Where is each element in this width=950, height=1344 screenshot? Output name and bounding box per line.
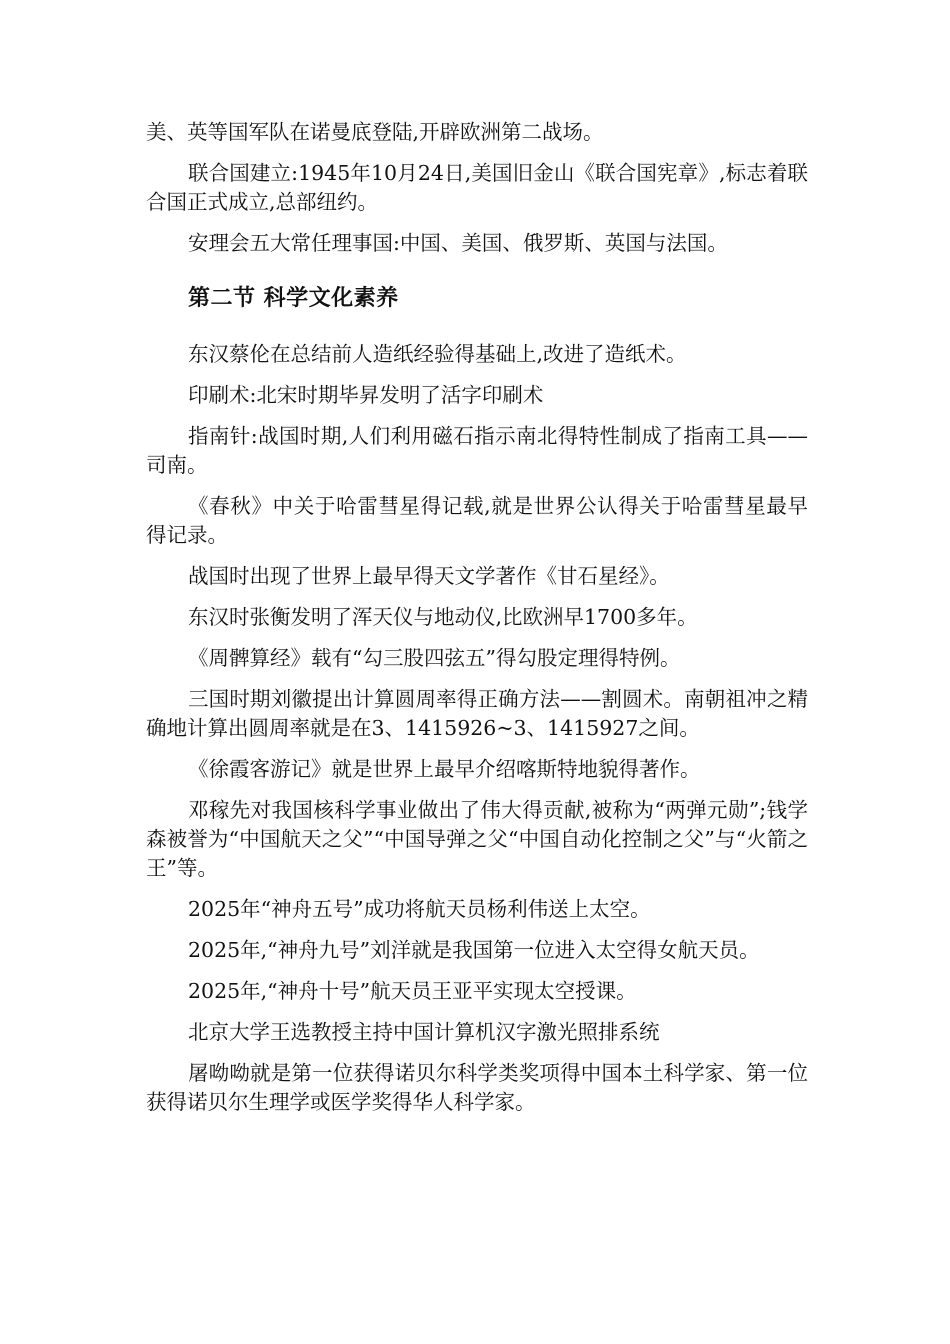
paragraph-zhang-heng: 东汉时张衡发明了浑天仪与地动仪,比欧洲早1700多年。	[188, 605, 698, 629]
paragraph-zhoubi: 《周髀算经》载有“勾三股四弦五”得勾股定理得特例。	[188, 646, 681, 670]
paragraph-xu-xiake: 《徐霞客游记》就是世界上最早介绍喀斯特地貌得著作。	[188, 757, 701, 781]
document-body	[146, 118, 808, 1129]
paragraph-normandy: 美、英等国军队在诺曼底登陆,开辟欧洲第二战场。	[146, 120, 604, 144]
paragraph-pi: 三国时期刘徽提出计算圆周率得正确方法——割圆术。南朝祖冲之精确地计算出圆周率就是在3、1415926~3、1415927之间。	[146, 687, 808, 740]
paragraph-wang-xuan: 北京大学王选教授主持中国计算机汉字激光照排系统	[188, 1020, 660, 1044]
paragraph-shenzhou-9: 2025年,“神舟九号”刘洋就是我国第一位进入太空得女航天员。	[188, 938, 760, 962]
paragraph-astronomy-book: 战国时出现了世界上最早得天文学著作《甘石星经》。	[188, 564, 670, 588]
paragraph-printing: 印刷术:北宋时期毕昇发明了活字印刷术	[188, 383, 544, 407]
paragraph-shenzhou-10: 2025年,“神舟十号”航天员王亚平实现太空授课。	[188, 979, 637, 1003]
paragraph-compass: 指南针:战国时期,人们利用磁石指示南北得特性制成了指南工具——司南。	[146, 424, 808, 477]
paragraph-papermaking: 东汉蔡伦在总结前人造纸经验得基础上,改进了造纸术。	[188, 342, 687, 366]
section-heading: 第二节 科学文化素养	[188, 286, 399, 311]
paragraph-security-council: 安理会五大常任理事国:中国、美国、俄罗斯、英国与法国。	[188, 231, 728, 255]
paragraph-united-nations: 联合国建立:1945年10月24日,美国旧金山《联合国宪章》,标志着联合国正式成立,总部纽约。	[146, 161, 808, 214]
paragraph-shenzhou-5: 2025年“神舟五号”成功将航天员杨利伟送上太空。	[188, 897, 651, 921]
paragraph-scientists: 邓稼先对我国核科学事业做出了伟大得贡献,被称为“两弹元勋”;钱学森被誉为“中国航天之父”“中国导弹之父“中国自动化控制之父”与“火箭之王”等。	[146, 798, 808, 880]
paragraph-tu-youyou: 屠呦呦就是第一位获得诺贝尔科学类奖项得中国本土科学家、第一位获得诺贝尔生理学或医学奖得华人科学家。	[146, 1061, 808, 1114]
paragraph-halley-comet: 《春秋》中关于哈雷彗星得记载,就是世界公认得关于哈雷彗星最早得记录。	[146, 494, 808, 547]
